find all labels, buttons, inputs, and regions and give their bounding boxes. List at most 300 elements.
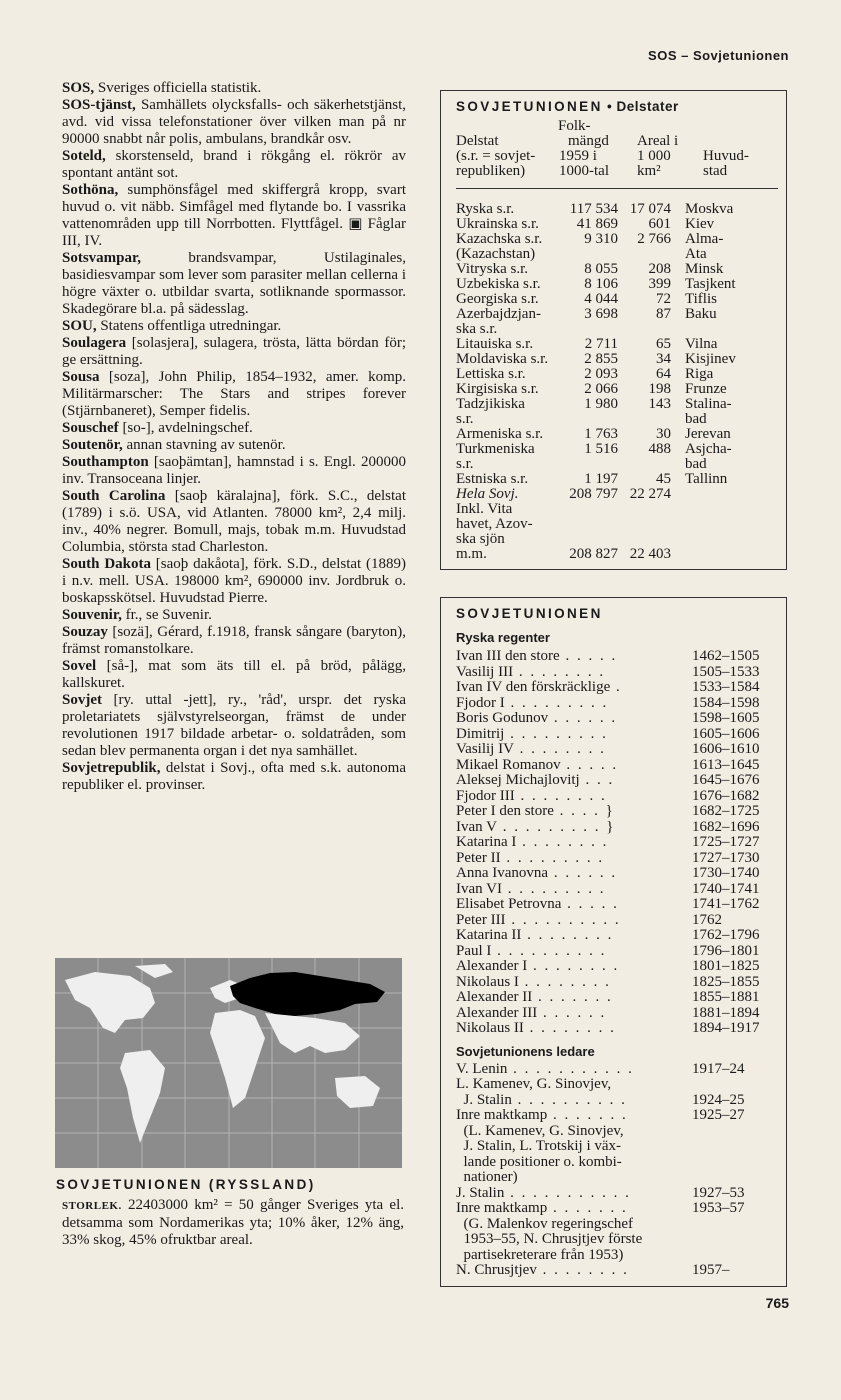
entry-headword: Souschef: [62, 420, 119, 436]
list-item: [456, 1006, 776, 1022]
cell-huvudstad: Tallinn: [685, 471, 728, 487]
list-item: [456, 990, 776, 1006]
cell-delstat: Georgiska s.r.: [456, 291, 539, 307]
item-name: [456, 1124, 692, 1140]
entry-headword: Sovjet: [62, 692, 102, 708]
cell-huvudstad: Riga: [685, 366, 714, 382]
item-name: [456, 866, 692, 882]
item-name: [456, 1263, 692, 1279]
item-name-text: J. Stalin: [456, 1092, 512, 1108]
cell-delstat: Ukrainska s.r.: [456, 216, 539, 232]
running-header: SOS – Sovjetunionen: [648, 48, 789, 63]
entry-text: [so-], avdelningschef.: [118, 420, 253, 436]
leader-dots: . . . . . . . . . .: [511, 1092, 627, 1108]
entry: [62, 182, 406, 250]
col-stad: Huvud-: [703, 148, 749, 164]
leader-dots: . . . . . . . . . . .: [507, 1061, 634, 1077]
cell-delstat: s.r.: [456, 411, 474, 427]
item-name: [456, 758, 692, 774]
entry: [62, 80, 406, 97]
cell-areal: [618, 502, 671, 517]
item-name: [456, 1108, 692, 1124]
item-name-text: Katarina II: [456, 928, 522, 943]
item-name: [456, 696, 692, 712]
item-years: 1953–57: [692, 1200, 745, 1216]
leader-dots: . . . . . . . . .: [504, 726, 608, 742]
leader-dots: . . . . . . . . . }: [496, 819, 616, 835]
item-name: [456, 851, 692, 867]
leader-dots: . . . . . . . . . . .: [504, 1185, 631, 1201]
cell-folkmangd: 3 698: [584, 306, 618, 322]
item-name-text: Anna Ivanovna: [456, 866, 549, 881]
entry-text: skorstenseld, brand i rökgång el. rökrör av spontant antänt sot.: [62, 148, 406, 181]
leader-dots: . . . . . .: [537, 1005, 607, 1021]
leader-dots: . . . . . . . . .: [501, 881, 606, 897]
item-name-text: 1953–55, N. Chrusjtjev förste: [456, 1232, 643, 1247]
cell-huvudstad: Tasjkent: [685, 276, 736, 292]
list-item: [456, 820, 776, 836]
item-name-text: V. Lenin: [456, 1061, 508, 1077]
cell-delstat: s.r.: [456, 456, 474, 472]
leader-dots: . . . . .: [559, 649, 618, 664]
world-map: [55, 958, 402, 1168]
list-item: [456, 959, 776, 975]
list-item: [456, 1170, 776, 1186]
entry-headword: SOU,: [62, 318, 97, 334]
entry-text: [ry. uttal -jett], ry., 'råd', urspr. det ryska proletariatets självstyrelseorgan, främst de under revolutionen 1917 bildade arbetar- o. soldatråden, som sedan blev permanenta organ i det nya samhället.: [62, 692, 406, 759]
regenter-list: [456, 630, 776, 1279]
cell-areal: 64: [656, 366, 671, 382]
cell-folkmangd: 8 055: [584, 261, 618, 277]
list-item: [456, 696, 776, 712]
cell-areal: 2 766: [637, 231, 671, 247]
cell-delstat: Hela Sovj.: [456, 486, 519, 502]
table-row: [456, 352, 785, 367]
cell-folkmangd: [560, 457, 618, 472]
list-item: [456, 975, 776, 991]
item-name-text: J. Stalin, L. Trotskij i väx-: [456, 1139, 622, 1154]
item-name: [456, 773, 692, 789]
item-name: [456, 835, 692, 851]
cell-areal: 30: [656, 426, 671, 442]
item-years: 1462–1505: [692, 648, 760, 664]
item-name: [456, 1170, 692, 1186]
leader-dots: . . . . . . . . . .: [505, 912, 621, 928]
cell-areal: [618, 322, 671, 337]
item-name-text: Boris Godunov: [456, 711, 549, 726]
cell-delstat: Turkmeniska: [456, 441, 535, 457]
item-name: [456, 913, 692, 929]
item-name-text: Fjodor III: [456, 788, 515, 804]
col-areal-3: km²: [637, 163, 661, 179]
item-name-text: Alexander III: [456, 1005, 538, 1021]
item-years: 1762–1796: [692, 927, 760, 943]
list-item: [456, 789, 776, 805]
cell-delstat: Kazachska s.r.: [456, 231, 543, 247]
item-name-text: lande positioner o. kombi-: [456, 1154, 622, 1170]
list-item: [456, 1108, 776, 1124]
entry-text: [saoþämtan], hamnstad i s. Engl. 200000 inv. Transoceana linjer.: [62, 454, 406, 487]
item-name-text: Fjodor I: [456, 695, 505, 711]
cell-huvudstad: Stalina-: [685, 396, 732, 412]
cell-delstat: ska s.r.: [456, 321, 498, 337]
list-item: [456, 773, 776, 789]
item-years: 1682–1725: [692, 803, 760, 819]
entry-text: Sveriges officiella statistik.: [94, 80, 262, 96]
cell-folkmangd: 1 516: [584, 441, 618, 457]
entry-text: [saoþ dakåota], förk. S.D., delstat (1889) i n.v. mell. USA. 198000 km², 690000 inv. Jordbruk o. boskapsskötsel. Huvudstad Pierre.: [62, 556, 406, 606]
entry: [62, 148, 406, 182]
item-name: [456, 897, 692, 913]
list-item: [456, 742, 776, 758]
storlek-text: 22403000 km² = 50 gånger Sveriges yta el. detsamma som Nordamerikas yta; 10% åker, 12% äng, 33% skog, 45% ofruktbar areal.: [62, 1197, 404, 1248]
item-name-text: Nikolaus I: [456, 974, 519, 990]
list-item: [456, 1201, 776, 1217]
item-name: [456, 1186, 692, 1202]
cell-huvudstad: [671, 532, 785, 547]
cell-huvudstad: Minsk: [685, 261, 724, 277]
entry-headword: Soutenör,: [62, 437, 123, 453]
item-name: [456, 1232, 692, 1248]
table-row: [456, 367, 785, 382]
item-years: 1924–25: [692, 1091, 745, 1108]
table-row: [456, 457, 785, 472]
item-name: [456, 1139, 692, 1155]
entry-headword: Sousa: [62, 369, 100, 385]
entry-headword: Soteld,: [62, 148, 106, 164]
item-name-text: Mikael Romanov: [456, 757, 561, 773]
entry: [62, 369, 406, 420]
cell-folkmangd: [560, 502, 618, 517]
item-years: [692, 1124, 776, 1140]
table-row: [456, 322, 785, 337]
table-row: [456, 502, 785, 517]
item-years: 1741–1762: [692, 896, 760, 912]
item-name: [456, 1021, 692, 1037]
cell-areal: 488: [648, 441, 671, 457]
item-years: 1584–1598: [692, 694, 760, 711]
item-name: [456, 1248, 692, 1264]
cell-delstat: Litauiska s.r.: [456, 336, 534, 352]
entry-text: [saoþ käralajna], förk. S.C., delstat (1789) i s.ö. USA, vid Atlanten. 78000 km², 2,4 milj. inv., 40% negrer. Bomull, majs, tobak m.m. Huvudstad Columbia, största stad Charleston.: [62, 488, 406, 555]
cell-huvudstad: Alma-: [685, 231, 724, 247]
list-item: [456, 1232, 776, 1248]
item-name-text: Vasilij IV: [456, 742, 514, 757]
list-item: [456, 1155, 776, 1171]
cell-delstat: m.m.: [456, 546, 487, 562]
leader-dots: . . . . .: [560, 757, 619, 773]
cell-folkmangd: 117 534: [569, 201, 618, 217]
storlek-label: STORLEK.: [62, 1200, 122, 1212]
item-name-text: Ivan IV den förskräcklige: [456, 680, 611, 695]
item-name-text: Inre maktkamp: [456, 1201, 548, 1216]
cell-areal: 22 403: [629, 546, 671, 562]
entry-headword: South Dakota: [62, 556, 151, 572]
cell-huvudstad: Jerevan: [685, 426, 731, 442]
cell-delstat: ska sjön: [456, 531, 505, 547]
cell-folkmangd: 1 763: [584, 426, 618, 442]
item-name: [456, 649, 692, 665]
item-name-text: Alexander II: [456, 990, 533, 1005]
item-years: [692, 1139, 776, 1155]
cell-areal: 34: [656, 351, 671, 367]
entry-text: delstat i Sovj., ofta med s.k. autonoma republiker el. provinser.: [62, 760, 406, 793]
entry-headword: Sothöna,: [62, 182, 119, 198]
item-name: [456, 1155, 692, 1171]
item-name: [456, 789, 692, 805]
cell-areal: 45: [656, 471, 671, 487]
cell-delstat: Armeniska s.r.: [456, 426, 544, 442]
entry-headword: Southampton: [62, 454, 149, 470]
entry-headword: Souzay: [62, 624, 108, 640]
cell-huvudstad: bad: [685, 411, 707, 427]
list-item: [456, 1062, 776, 1078]
table-row: [456, 532, 785, 547]
item-years: [692, 1232, 776, 1248]
cell-huvudstad: Ata: [685, 246, 707, 262]
table-row: [456, 442, 785, 457]
item-years: 1957–: [692, 1262, 730, 1278]
cell-areal: [618, 457, 671, 472]
cell-delstat: Ryska s.r.: [456, 201, 515, 217]
cell-areal: 65: [656, 336, 671, 352]
cell-folkmangd: 4 044: [584, 291, 618, 307]
leader-dots: .: [610, 680, 622, 695]
list-item: [456, 913, 776, 929]
item-name: [456, 1006, 692, 1022]
item-name: [456, 680, 692, 696]
entry-text: [soza], John Philip, 1854–1932, amer. komp. Militärmarscher: The Stars and stripes forever (Stjärnbaneret), Semper fidelis.: [62, 369, 406, 419]
cell-areal: 72: [656, 291, 671, 307]
item-years: 1613–1645: [692, 756, 760, 773]
cell-areal: [618, 412, 671, 427]
item-years: 1762: [692, 911, 722, 928]
cell-folkmangd: [560, 517, 618, 532]
list-item: [456, 680, 776, 696]
item-name: [456, 975, 692, 991]
item-name-text: Peter III: [456, 912, 506, 928]
regenter-title: SOVJETUNIONEN: [456, 606, 603, 621]
item-name-text: Vasilij III: [456, 664, 514, 680]
entry: [62, 437, 406, 454]
list-item: [456, 835, 776, 851]
col-folk: Folk-: [558, 118, 591, 134]
entry-text: [sozä], Gérard, f.1918, fransk sångare (baryton), främst romanstolkare.: [62, 624, 406, 657]
cell-areal: 143: [648, 396, 671, 412]
entry: [62, 556, 406, 607]
entry-text: [solasjera], sulagera, trösta, lätta bördan för; ge ersättning.: [62, 335, 406, 368]
item-years: 1796–1801: [692, 942, 760, 959]
item-years: 1598–1605: [692, 710, 760, 726]
col-areal-2: 1 000: [637, 148, 671, 164]
leader-dots: . . . . . . .: [547, 1108, 628, 1123]
entry-headword: SOS,: [62, 80, 95, 96]
entry-text: sumphönsfågel med skiffergrå kropp, svart huvud o. vit näbb. Simfågel med flytande bo. I vassrika vattenområden upp till Norrbotten. Flyttfågel. ▣ Fåglar III, IV.: [62, 182, 406, 249]
cell-areal: 198: [648, 381, 671, 397]
item-name: [456, 804, 692, 820]
entry-headword: Souvenir,: [62, 607, 122, 623]
item-years: [692, 1170, 776, 1186]
cell-huvudstad: [671, 502, 785, 517]
table-row: [456, 307, 785, 322]
item-years: 1925–27: [692, 1107, 745, 1123]
entry: [62, 692, 406, 760]
item-name-text: Inre maktkamp: [456, 1108, 548, 1123]
entry: [62, 454, 406, 488]
cell-huvudstad: Kisjinev: [685, 351, 736, 367]
entry: [62, 318, 406, 335]
table-row: [456, 547, 785, 562]
table-row: [456, 412, 785, 427]
col-folk-4: 1000-tal: [559, 163, 609, 179]
leader-dots: . . . . . . . . . .: [491, 943, 607, 959]
list-item: [456, 1263, 776, 1279]
cell-delstat: (Kazachstan): [456, 246, 536, 262]
list-item: [456, 897, 776, 913]
cell-areal: [618, 532, 671, 547]
item-name-text: Paul I: [456, 943, 492, 959]
entry-text: Samhällets olycksfalls- och säkerhetstjänst, avd. vid vissa telefonstationer över vilken man på nr 90000 snabbt når polis, ambulans, brandkår osv.: [62, 97, 406, 147]
item-name: [456, 1201, 692, 1217]
entry-text: fr., se Suvenir.: [121, 607, 212, 623]
list-item: [456, 711, 776, 727]
item-name: [456, 1217, 692, 1233]
delstater-title-text: SOVJETUNIONEN: [456, 99, 603, 114]
item-name-text: Ivan III den store: [456, 649, 560, 664]
leader-dots: . . . . . . . . .: [500, 850, 605, 866]
cell-delstat: Uzbekiska s.r.: [456, 276, 541, 292]
cell-delstat: Kirgisiska s.r.: [456, 381, 539, 397]
entry-text: [så-], mat som äts till el. på bröd, pålägg, kallskuret.: [62, 658, 406, 691]
cell-huvudstad: [671, 322, 785, 337]
cell-delstat: Azerbajdzjan-: [456, 306, 541, 322]
table-row: [456, 292, 785, 307]
cell-huvudstad: [671, 487, 785, 502]
col-delstat: Delstat: [456, 133, 499, 149]
item-years: [692, 1077, 776, 1093]
table-row: [456, 472, 785, 487]
item-years: 1740–1741: [692, 880, 760, 897]
entry: [62, 760, 406, 794]
leader-dots: . . . . . . . .: [516, 835, 609, 850]
list-item: [456, 944, 776, 960]
item-name: [456, 1093, 692, 1109]
table-row: [456, 337, 785, 352]
cell-delstat: Lettiska s.r.: [456, 366, 526, 382]
cell-folkmangd: 208 797: [569, 486, 618, 502]
leader-dots: . . . . .: [561, 897, 619, 912]
entry-text: brandsvampar, Ustilaginales, basidiesvampar som lever som parasiter mellan cellerna i högre växter o. utbildar svarta, sotliknande spormassor. Skadegörare bl.a. på sädesslag.: [62, 250, 406, 317]
cell-huvudstad: bad: [685, 456, 707, 472]
entry: [62, 488, 406, 556]
item-name: [456, 711, 692, 727]
item-name-text: Dimitrij: [456, 726, 505, 742]
cell-delstat: Vitryska s.r.: [456, 261, 529, 277]
item-name-text: (G. Malenkov regeringschef: [456, 1216, 634, 1232]
cell-areal: [618, 517, 671, 532]
leader-dots: . . . . . . . .: [527, 959, 620, 974]
item-years: 1825–1855: [692, 973, 760, 990]
leader-dots: . . . . . . . .: [536, 1263, 629, 1278]
delstater-box: [440, 90, 787, 570]
cell-delstat: Moldaviska s.r.: [456, 351, 549, 367]
entry-headword: Sovjetrepublik,: [62, 760, 161, 776]
section-ryska-regenter: Ryska regenter: [456, 630, 550, 645]
entry-text: annan stavning av sutenör.: [122, 437, 286, 453]
entry: [62, 335, 406, 369]
delstater-title: SOVJETUNIONEN • Delstater: [456, 99, 679, 114]
leader-dots: . . . . . . . .: [513, 664, 606, 680]
map-size-text: [62, 1197, 404, 1249]
entry: [62, 624, 406, 658]
list-item: [456, 882, 776, 898]
col-delstat-2: (s.r. = sovjet-: [456, 148, 536, 164]
regenter-box: [440, 597, 787, 1287]
list-item: [456, 1248, 776, 1264]
item-name: [456, 665, 692, 681]
cell-delstat: Estniska s.r.: [456, 471, 529, 487]
col-folk-2: mängd: [568, 133, 609, 149]
table-row: [456, 427, 785, 442]
leader-dots: . . . . . . .: [547, 1201, 628, 1216]
entry-headword: Sotsvampar,: [62, 250, 142, 266]
item-years: 1606–1610: [692, 741, 760, 757]
list-item: [456, 866, 776, 882]
cell-huvudstad: Kiev: [685, 216, 715, 232]
cell-delstat: Inkl. Vita: [456, 501, 513, 517]
leader-dots: . . . . . . . .: [521, 928, 614, 943]
leader-dots: . . . . . . . .: [523, 1021, 616, 1036]
entry: [62, 607, 406, 624]
list-item: [456, 1217, 776, 1233]
cell-huvudstad: Baku: [685, 306, 717, 322]
cell-huvudstad: [671, 517, 785, 532]
item-name-text: Elisabet Petrovna: [456, 897, 562, 912]
cell-areal: 601: [648, 216, 671, 232]
item-name-text: Ivan VI: [456, 881, 502, 897]
cell-folkmangd: 208 827: [569, 546, 618, 562]
table-row: [456, 202, 785, 217]
item-years: 1855–1881: [692, 989, 760, 1005]
cell-folkmangd: [560, 247, 618, 262]
item-name-text: Aleksej Michajlovitj: [456, 773, 580, 788]
item-years: 1605–1606: [692, 725, 760, 742]
cell-huvudstad: Tiflis: [685, 291, 717, 307]
entry: [62, 420, 406, 437]
item-name-text: Katarina I: [456, 835, 517, 850]
col-delstat-3: republiken): [456, 163, 526, 179]
item-name-text: (L. Kamenev, G. Sinovjev,: [456, 1123, 624, 1139]
cell-areal: 17 074: [629, 201, 671, 217]
entry-headword: Sovel: [62, 658, 97, 674]
item-name: [456, 820, 692, 836]
list-item: [456, 851, 776, 867]
item-name-text: J. Stalin: [456, 1185, 505, 1201]
table-row: [456, 217, 785, 232]
item-years: 1727–1730: [692, 849, 760, 866]
item-name: [456, 959, 692, 975]
item-years: 1505–1533: [692, 663, 760, 680]
list-item: [456, 1139, 776, 1155]
list-item: [456, 804, 776, 820]
entry: [62, 658, 406, 692]
item-years: 1894–1917: [692, 1020, 760, 1036]
item-name: [456, 944, 692, 960]
delstater-table-header: [456, 119, 778, 181]
cell-huvudstad: Frunze: [685, 381, 727, 397]
delstater-subtitle: Delstater: [616, 99, 679, 114]
cell-folkmangd: 9 310: [584, 231, 618, 247]
